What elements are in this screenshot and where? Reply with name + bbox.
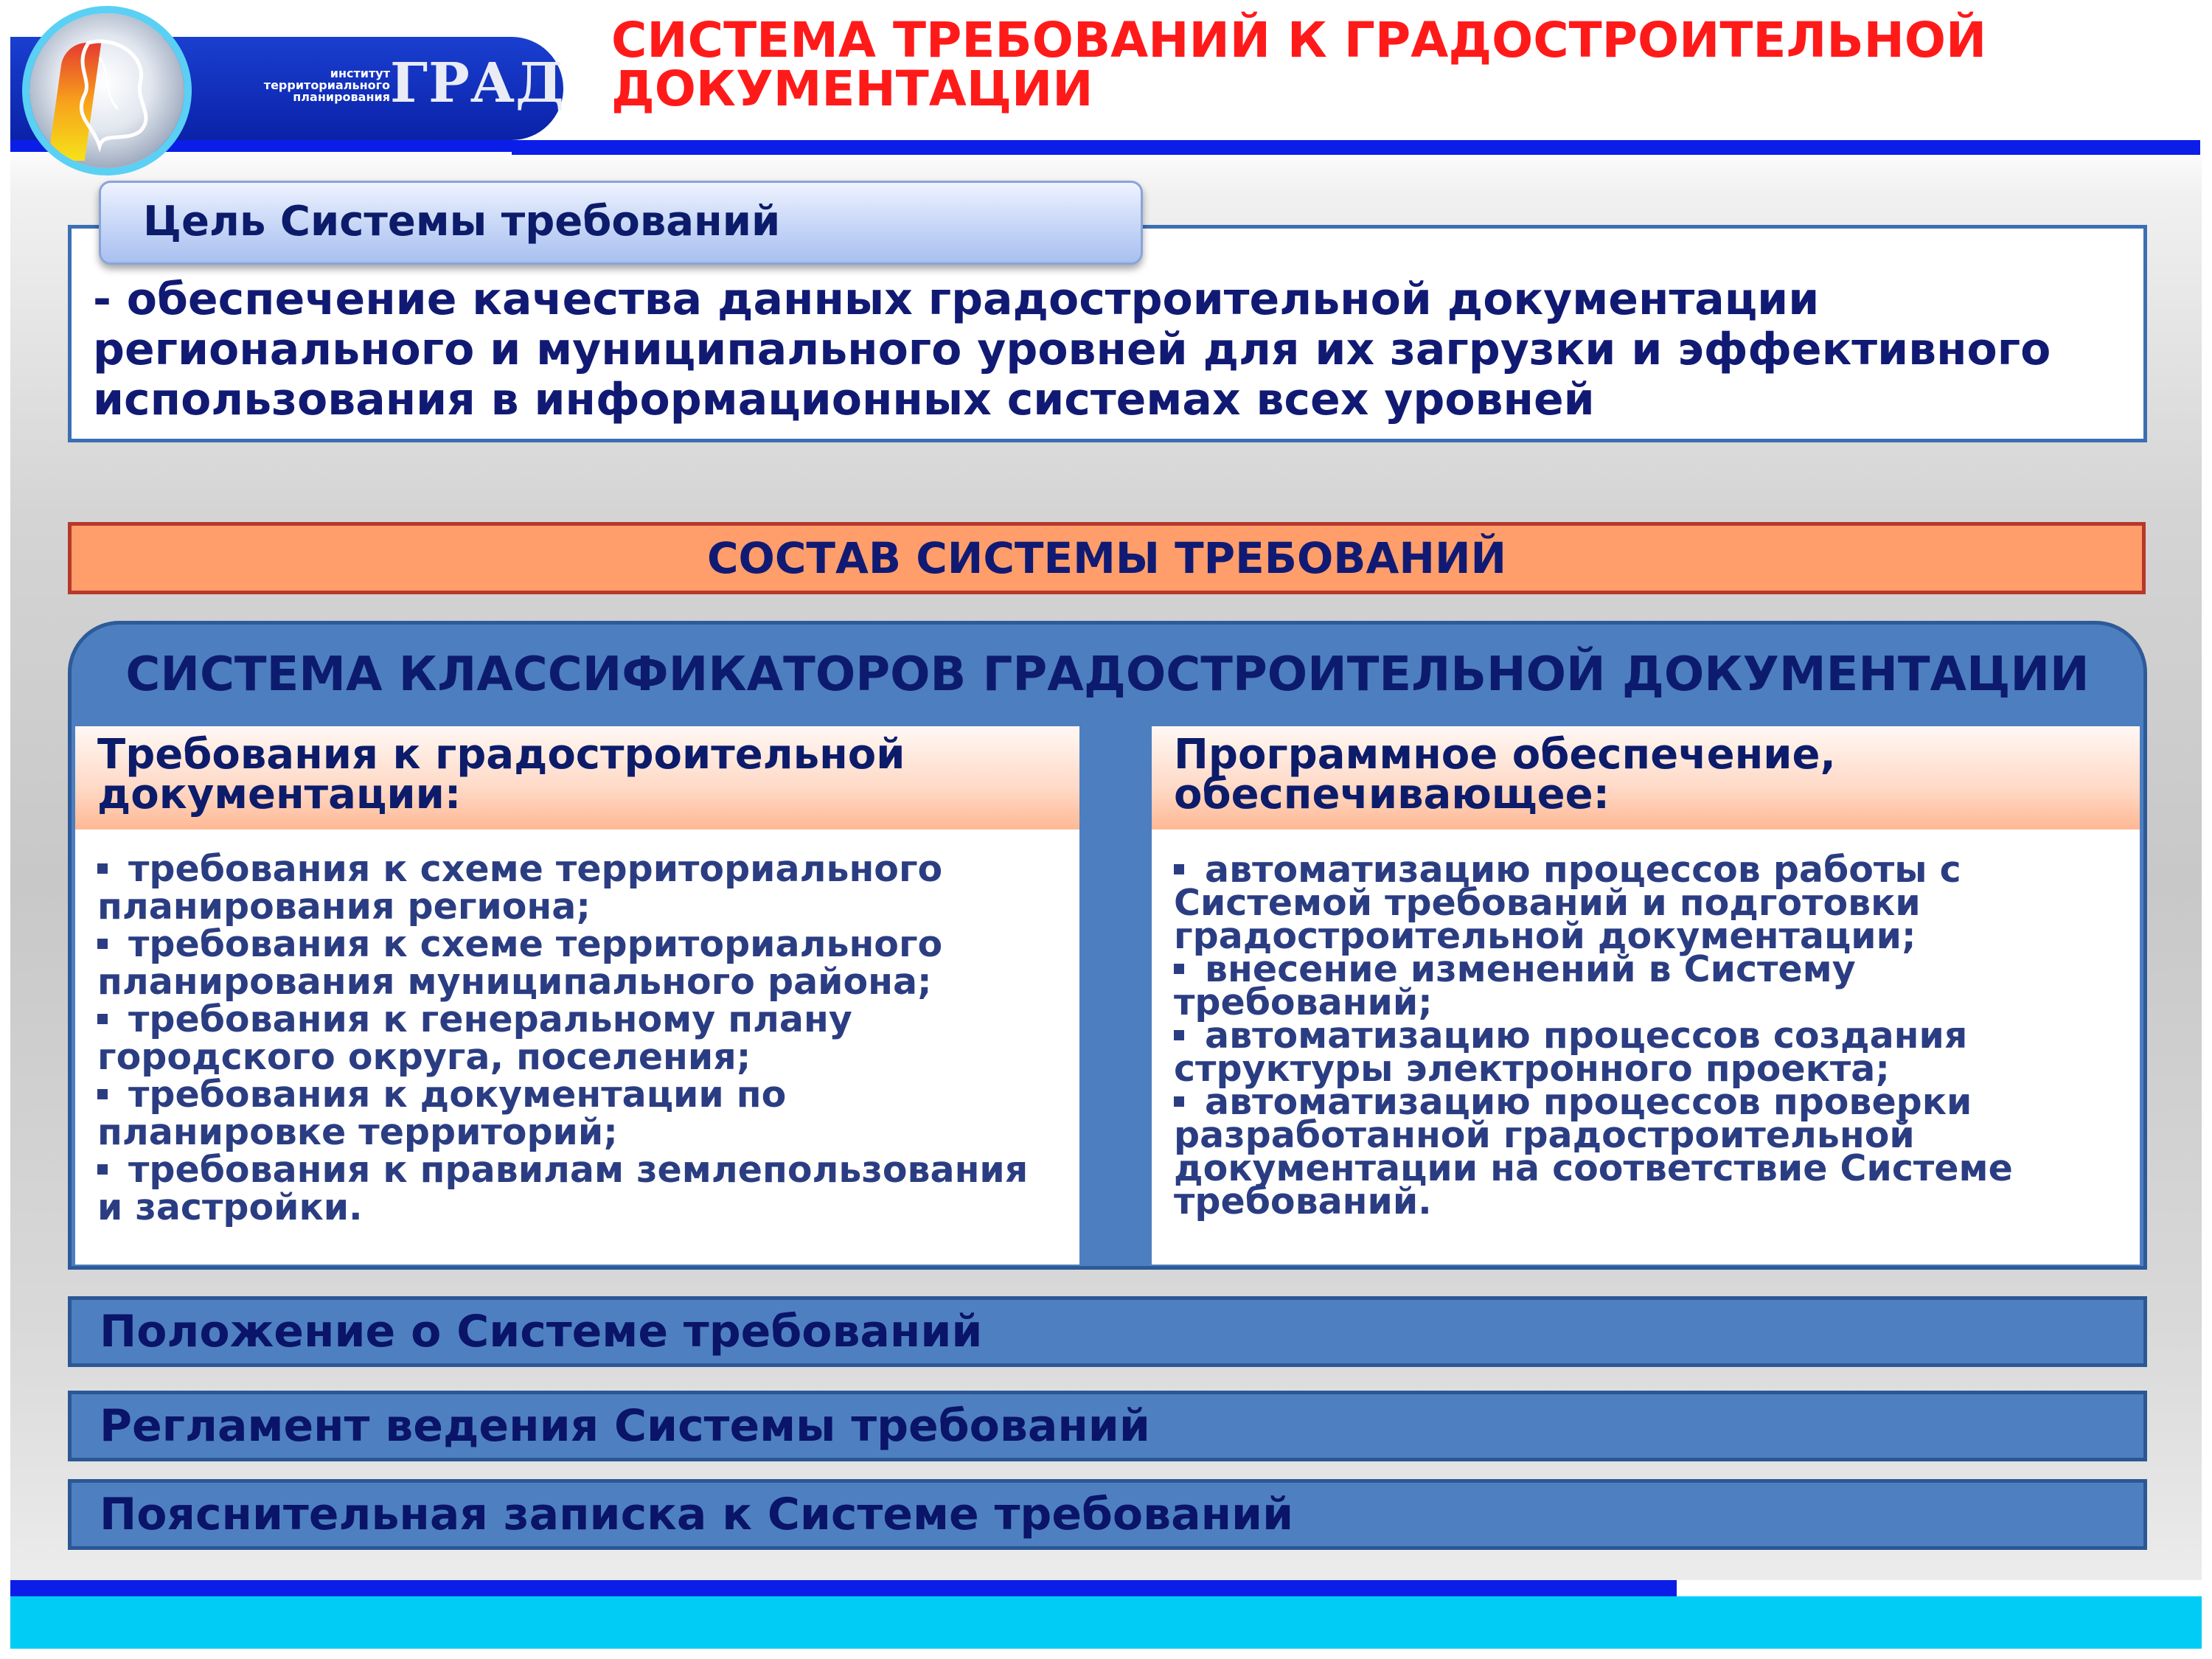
requirements-column-heading <box>97 731 1065 818</box>
square-bullet-icon <box>97 1164 108 1175</box>
software-column-heading <box>1174 731 2125 818</box>
requirements-list <box>97 850 1065 1226</box>
list-item <box>97 1151 1065 1226</box>
list-item-text: документации на соответствие Системе <box>1174 1147 2013 1189</box>
heading-line: обеспечивающее: <box>1174 771 1610 818</box>
institute-caption-line: планирования <box>293 90 390 104</box>
footer-cyan-band <box>10 1596 2202 1649</box>
list-item-text: автоматизацию процессов проверки <box>1205 1081 1972 1123</box>
institute-caption-line: институт <box>330 66 390 80</box>
list-item-text: автоматизацию процессов работы с <box>1205 849 1961 891</box>
list-item-text: и застройки. <box>97 1186 363 1228</box>
list-item-text: городского округа, поселения; <box>97 1036 751 1078</box>
list-item <box>1174 948 2125 1023</box>
list-item-text: требования к схеме территориального <box>128 923 943 965</box>
square-bullet-icon <box>97 1089 108 1099</box>
page-title-line: СИСТЕМА ТРЕБОВАНИЙ К ГРАДОСТРОИТЕЛЬНОЙ <box>611 12 1987 69</box>
list-item-text: планирования муниципального района; <box>97 961 932 1003</box>
list-item <box>97 1076 1065 1151</box>
footer-blue-stripe <box>10 1580 1677 1596</box>
requirements-column <box>75 726 1079 1265</box>
square-bullet-icon <box>97 939 108 949</box>
list-item-text: требования к схеме территориального <box>128 848 943 890</box>
document-bar-maintenance-rules: Регламент ведения Системы требований <box>68 1391 2147 1461</box>
footer-white-gap <box>1677 1580 2202 1596</box>
document-bar-explanatory-note: Пояснительная записка к Системе требований <box>68 1479 2147 1550</box>
goal-text-line: регионального и муниципального уровней для их загрузки и эффективного <box>93 324 2051 375</box>
list-item-text: требований. <box>1174 1180 1432 1222</box>
square-bullet-icon <box>1174 1030 1184 1040</box>
composition-heading: СОСТАВ СИСТЕМЫ ТРЕБОВАНИЙ <box>68 522 2146 594</box>
list-item-text: структуры электронного проекта; <box>1174 1048 1890 1090</box>
heading-line: Требования к градостроительной <box>97 731 905 779</box>
list-item <box>97 998 1065 1078</box>
list-item-text: планировке территорий; <box>97 1111 618 1153</box>
list-item-text: Системой требований и подготовки <box>1174 882 1921 924</box>
list-item-text: требования к правилам землепользования <box>128 1149 1029 1191</box>
square-bullet-icon <box>1174 1096 1184 1107</box>
heading-line: Программное обеспечение, <box>1174 731 1836 779</box>
list-item <box>1174 849 2125 957</box>
goal-text <box>93 274 2121 425</box>
classifier-title: СИСТЕМА КЛАССИФИКАТОРОВ ГРАДОСТРОИТЕЛЬНОЙ ДОКУМЕНТАЦИИ <box>125 647 2090 702</box>
page-title <box>611 12 2174 117</box>
square-bullet-icon <box>97 863 108 874</box>
slide <box>10 0 2202 1649</box>
institute-caption-line: территориального <box>263 78 390 92</box>
list-item <box>97 848 1065 928</box>
square-bullet-icon <box>1174 964 1184 974</box>
document-bar-regulation: Положение о Системе требований <box>68 1296 2147 1367</box>
goal-text-line: использования в информационных системах всех уровней <box>93 374 1595 425</box>
software-list <box>1174 849 2125 1222</box>
list-item <box>97 925 1065 1001</box>
list-item-text: автоматизацию процессов создания <box>1205 1015 1968 1057</box>
institute-logo <box>29 13 184 168</box>
list-item-text: требований; <box>1174 981 1433 1023</box>
list-item <box>1174 1015 2125 1090</box>
requirements-column-header <box>75 726 1079 830</box>
page-title-line: ДОКУМЕНТАЦИИ <box>611 60 1093 117</box>
square-bullet-icon <box>1174 864 1184 874</box>
institute-caption <box>220 68 390 103</box>
heading-line: документации: <box>97 771 462 818</box>
software-column-header <box>1152 726 2140 830</box>
list-item-text: внесение изменений в Систему <box>1205 948 1856 990</box>
list-item-text: требования к генеральному плану <box>128 998 852 1040</box>
software-column <box>1152 726 2140 1265</box>
list-item-text: градостроительной документации; <box>1174 915 1916 957</box>
list-item-text: требования к документации по <box>128 1074 787 1116</box>
square-bullet-icon <box>97 1014 108 1024</box>
goal-tab-label: Цель Системы требований <box>143 198 781 246</box>
goal-text-line: - обеспечение качества данных градостроительной документации <box>93 274 1820 325</box>
map-outline-icon <box>29 13 184 168</box>
list-item-text: разработанной градостроительной <box>1174 1114 1915 1156</box>
header-underline <box>512 140 2200 155</box>
brand-name: ГРАД <box>390 52 565 115</box>
list-item-text: планирования региона; <box>97 886 591 928</box>
list-item <box>1174 1081 2125 1222</box>
